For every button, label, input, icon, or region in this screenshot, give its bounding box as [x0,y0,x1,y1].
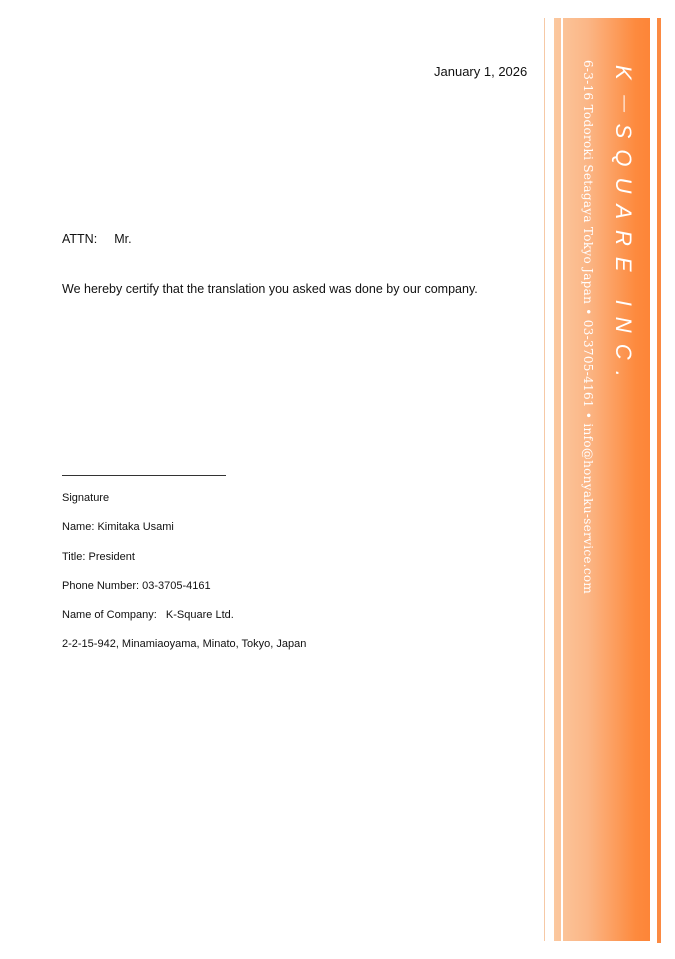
attn-value: Mr. [114,232,132,246]
certification-text: We hereby certify that the translation you asked was done by our company. [62,282,478,296]
letterhead-white-line [561,18,563,941]
letter-date: January 1, 2026 [434,64,528,79]
signature-line [62,475,226,476]
letterhead-contact: 6-3-16 Todoroki Setagaya Tokyo Japan • 03-3705-4161 • info@honyaku-service.com [581,60,595,595]
attn-line [62,232,149,246]
signer-name: Name: Kimitaka Usami [62,521,174,533]
signer-address: 2-2-15-942, Minamiaoyama, Minato, Tokyo, Japan [62,638,307,650]
signer-company: Name of Company: K-Square Ltd. [62,609,234,621]
letterhead-thin-line [544,18,545,941]
attn-label: ATTN: [62,232,98,246]
letterhead-right-stripe [657,18,661,943]
signature-label: Signature [62,492,110,504]
signer-title: Title: President [62,551,135,563]
letterhead-company-name: K－SQUARE INC. [611,65,636,388]
signer-phone: Phone Number: 03-3705-4161 [62,580,211,592]
